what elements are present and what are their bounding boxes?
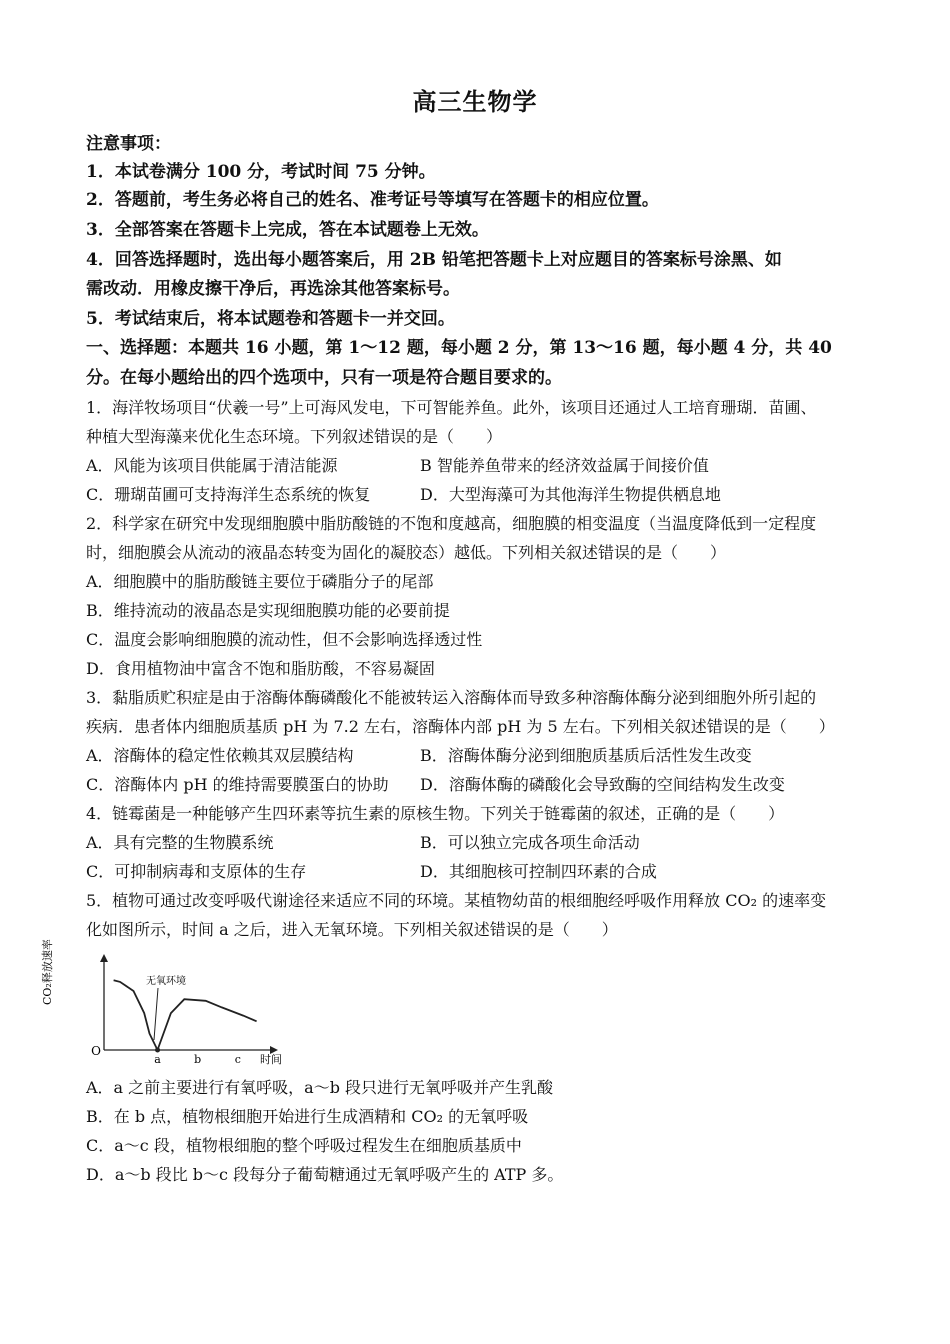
q1-option-b: B 智能养鱼带来的经济效益属于间接价值	[420, 456, 709, 475]
y-axis-label: CO₂释放速率	[41, 939, 54, 1005]
q4-option-b: B．可以独立完成各项生命活动	[420, 833, 640, 852]
q1-stem-line1: 1．海洋牧场项目“伏羲一号”上可海风发电，下可智能养鱼。此外，该项目还通过人工培育珊瑚．苗圃、	[86, 398, 817, 417]
q4-option-a: A．具有完整的生物膜系统	[86, 833, 274, 852]
q2-option-c: C．温度会影响细胞膜的流动性，但不会影响选择透过性	[86, 630, 483, 649]
q3-option-b: B．溶酶体酶分泌到细胞质基质后活性发生改变	[420, 746, 752, 765]
q4-option-c: C．可抑制病毒和支原体的生存	[86, 862, 307, 881]
q3-stem-line1: 3．黏脂质贮积症是由于溶酶体酶磷酸化不能被转运入溶酶体而导致多种溶酶体酶分泌到细胞外所引起的	[86, 688, 817, 707]
q2-option-b: B．维持流动的液晶态是实现细胞膜功能的必要前提	[86, 601, 450, 620]
notice-item-3: 3．全部答案在答题卡上完成，答在本试题卷上无效。	[86, 220, 489, 240]
point-a-marker	[155, 1048, 160, 1053]
anaerobic-annotation: 无氧环境	[146, 976, 186, 987]
x-tick-b: b	[194, 1053, 202, 1066]
q5-option-d: D．a～b 段比 b～c 段每分子葡萄糖通过无氧呼吸产生的 ATP 多。	[86, 1165, 564, 1184]
q3-stem-line2: 疾病．患者体内细胞质基质 pH 为 7.2 左右，溶酶体内部 pH 为 5 左右。下列相关叙述错误的是（ ）	[86, 717, 835, 736]
chart-svg	[41, 939, 284, 1070]
notice-item-1: 1．本试卷满分 100 分，考试时间 75 分钟。	[86, 162, 436, 182]
q1-stem-line2: 种植大型海藻来优化生态环境。下列叙述错误的是（ ）	[86, 427, 503, 446]
notice-item-4-cont: 需改动．用橡皮擦干净后，再选涂其他答案标号。	[86, 279, 460, 299]
section-heading-line1: 一、选择题：本题共 16 小题，第 1～12 题，每小题 2 分，第 13～16 题，每小题 4 分，共 40	[86, 338, 832, 358]
q2-option-a: A．细胞膜中的脂肪酸链主要位于磷脂分子的尾部	[86, 572, 434, 591]
notice-heading: 注意事项：	[86, 134, 171, 154]
section-heading-line2: 分。在每小题给出的四个选项中，只有一项是符合题目要求的。	[86, 368, 562, 388]
q5-stem-line1: 5．植物可通过改变呼吸代谢途径来适应不同的环境。某植物幼苗的根细胞经呼吸作用释放 CO₂ 的速率变	[86, 891, 827, 910]
co2-release-curve	[114, 980, 257, 1050]
notice-item-5: 5．考试结束后，将本试题卷和答题卡一并交回。	[86, 309, 455, 329]
notice-item-2: 2．答题前，考生务必将自己的姓名、准考证号等填写在答题卡的相应位置。	[86, 190, 659, 210]
q5-stem-line2: 化如图所示，时间 a 之后，进入无氧环境。下列相关叙述错误的是（ ）	[86, 920, 618, 939]
x-tick-a: a	[154, 1053, 161, 1066]
q5-option-a: A．a 之前主要进行有氧呼吸，a～b 段只进行无氧呼吸并产生乳酸	[86, 1078, 554, 1097]
q4-stem-line1: 4．链霉菌是一种能够产生四环素等抗生素的原核生物。下列关于链霉菌的叙述，正确的是（ ）	[86, 804, 785, 823]
x-tick-c: c	[234, 1053, 241, 1066]
y-axis-arrow	[100, 954, 108, 962]
q3-option-a: A．溶酶体的稳定性依赖其双层膜结构	[86, 746, 354, 765]
x-tick-group	[154, 1053, 241, 1066]
q2-stem-line2: 时，细胞膜会从流动的液晶态转变为固化的凝胶态）越低。下列相关叙述错误的是（ ）	[86, 543, 727, 562]
q5-option-b: B．在 b 点，植物根细胞开始进行生成酒精和 CO₂ 的无氧呼吸	[86, 1107, 529, 1126]
q1-option-c: C．珊瑚苗圃可支持海洋生态系统的恢复	[86, 485, 371, 504]
q2-option-d: D．食用植物油中富含不饱和脂肪酸，不容易凝固	[86, 659, 435, 678]
origin-label: O	[91, 1044, 101, 1058]
co2-rate-chart	[41, 939, 284, 1070]
annotation-arrow-line	[154, 988, 158, 1040]
q4-option-d: D．其细胞核可控制四环素的合成	[420, 862, 657, 881]
notice-item-4: 4．回答选择题时，选出每小题答案后，用 2B 铅笔把答题卡上对应题目的答案标号涂黑、如	[86, 250, 782, 270]
q2-stem-line1: 2．科学家在研究中发现细胞膜中脂肪酸链的不饱和度越高，细胞膜的相变温度（当温度降低到一定程度	[86, 514, 817, 533]
exam-title: 高三生物学	[412, 87, 538, 116]
q1-option-d: D．大型海藻可为其他海洋生物提供栖息地	[420, 485, 721, 504]
q3-option-c: C．溶酶体内 pH 的维持需要膜蛋白的协助	[86, 775, 389, 794]
q5-option-c: C．a～c 段，植物根细胞的整个呼吸过程发生在细胞质基质中	[86, 1136, 522, 1155]
q3-option-d: D．溶酶体酶的磷酸化会导致酶的空间结构发生改变	[420, 775, 785, 794]
x-axis-label: 时间	[260, 1053, 282, 1066]
q1-option-a: A．风能为该项目供能属于清洁能源	[86, 456, 338, 475]
